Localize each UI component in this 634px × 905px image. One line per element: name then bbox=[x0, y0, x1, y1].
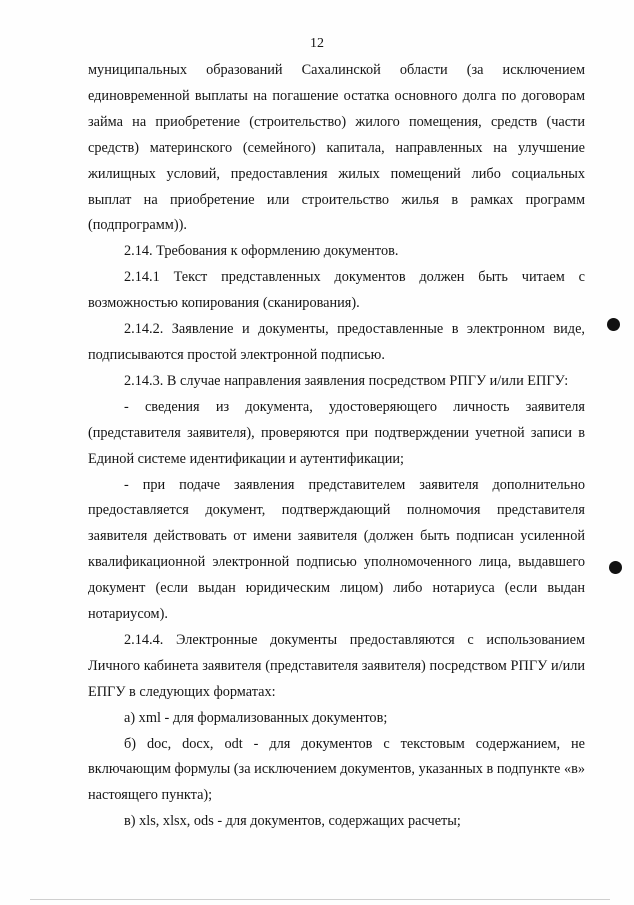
format-item-a: а) xml - для формализованных документов; bbox=[124, 709, 388, 726]
section-heading-2-14: 2.14. Требования к оформлению документов. bbox=[124, 243, 399, 260]
scan-edge-line bbox=[30, 899, 610, 900]
paragraph-2-14-4: 2.14.4. Электронные документы предоставляются с использованием Личного кабинета заявителя (представителя заявителя) посредством РПГУ и/или ЕПГУ в следующих форматах: bbox=[88, 631, 585, 700]
list-item-representative-document: - при подаче заявления представителем заявителя дополнительно предоставляется документ, подтверждающий полномочия представителя заявителя действовать от имени заявителя (должен быть подписан усиленной квалификационной электронной подписью уполномоченного лица, выдавшего документ (если выдан юридическим лицом) либо нотариуса (если выдан нотариусом). bbox=[88, 476, 585, 623]
format-item-v: в) xls, xlsx, ods - для документов, содержащих расчеты; bbox=[124, 813, 461, 830]
paragraph-2-14-1: 2.14.1 Текст представленных документов должен быть читаем с возможностью копирования (сканирования). bbox=[88, 269, 585, 312]
document-body bbox=[88, 58, 585, 835]
binding-hole-mark bbox=[609, 561, 622, 574]
paragraph-2-14-2: 2.14.2. Заявление и документы, предоставленные в электронном виде, подписываются простой электронной подписью. bbox=[88, 321, 585, 363]
list-item-identity-check: - сведения из документа, удостоверяющего личность заявителя (представителя заявителя), проверяются при подтверждении учетной записи в Единой системе идентификации и аутентификации; bbox=[88, 398, 585, 467]
format-item-b: б) doc, docx, odt - для документов с текстовым содержанием, не включающим формулы (за исключением документов, указанных в подпункте «в» настоящего пункта); bbox=[88, 735, 585, 804]
paragraph-2-14-3: 2.14.3. В случае направления заявления посредством РПГУ и/или ЕПГУ: bbox=[124, 372, 569, 389]
paragraph-continuation: муниципальных образований Сахалинской области (за исключением единовременной выплаты на погашение остатка основного долга по договорам займа на приобретение (строительство) жилого помещения, средств (части средств) материнского (семейного) капитала, направленных на улучшение жилищных условий, предоставления жилых помещений либо социальных выплат на приобретение или строительство жилья в рамках программ (подпрограмм)). bbox=[88, 62, 585, 234]
page-number: 12 bbox=[310, 36, 324, 51]
binding-hole-mark bbox=[607, 318, 620, 331]
